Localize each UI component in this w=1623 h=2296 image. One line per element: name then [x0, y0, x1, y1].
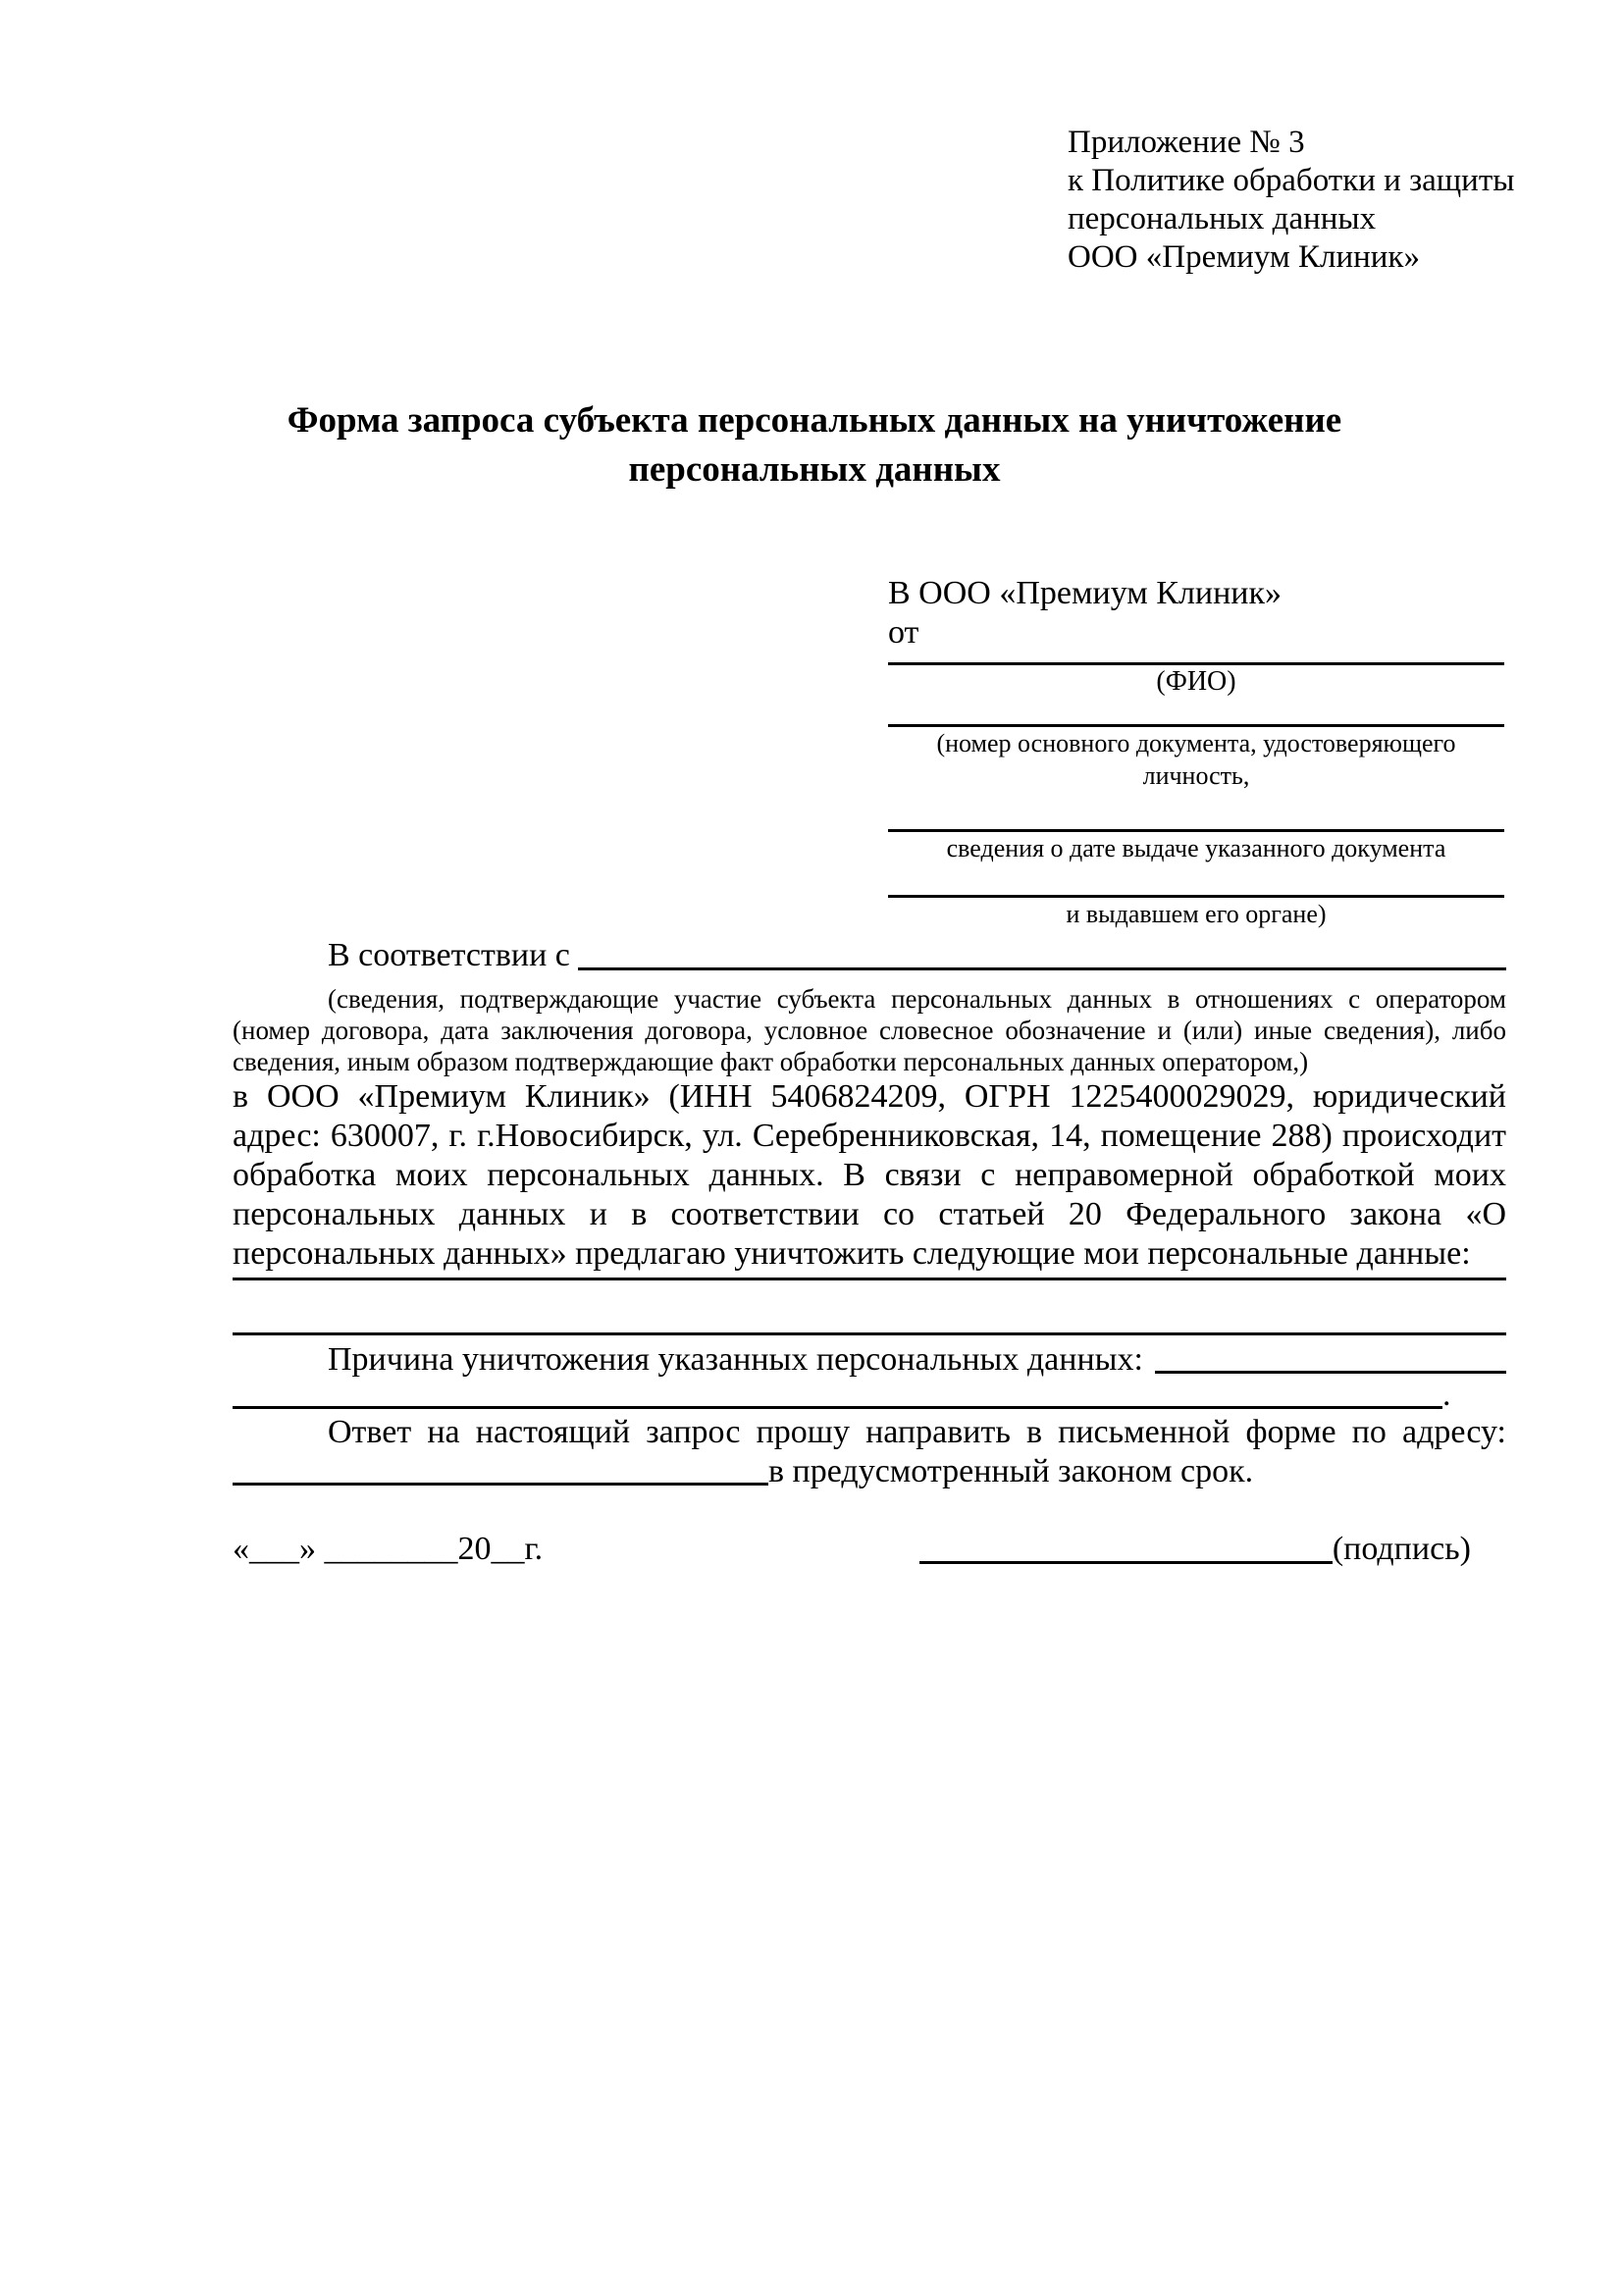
- signature-group: [919, 1529, 1471, 1570]
- address-blank-line: [233, 1452, 768, 1486]
- reason-continuation-row: [233, 1376, 1506, 1415]
- reason-gap: [1143, 1340, 1155, 1380]
- date-blank-text: «___» ________20__г.: [233, 1531, 544, 1567]
- accordance-row: [233, 935, 1506, 976]
- reason-continuation-blank-line: [233, 1376, 1442, 1409]
- body-paragraph: в ООО «Премиум Клиник» (ИНН 5406824209, ОГРН 1225400029029, юридический адрес: 630007, г. г.Новосибирск, ул. Серебренниковская, 14, помещение 288) происходит обработка моих персональных данных. В связи с неправомерной обработкой моих персональных данных и в соответствии со статьей 20 Федерального закона «О персональных данных» предлагаю уничтожить следующие мои персональные данные:: [233, 1078, 1506, 1272]
- addressee-block: [888, 574, 1504, 930]
- document-title-line1: Форма запроса субъекта персональных данных на уничтожение: [287, 400, 1342, 441]
- appendix-line: к Политике обработки и защиты: [1068, 163, 1515, 198]
- document-number-blank-line: [888, 699, 1504, 727]
- response-request-line: Ответ на настоящий запрос прошу направить в письменной форме по адресу:: [328, 1414, 1506, 1450]
- document-title: [157, 396, 1472, 495]
- appendix-line: ООО «Премиум Клиник»: [1068, 239, 1420, 275]
- footer-row: [233, 1529, 1506, 1570]
- appendix-line: Приложение № 3: [1068, 125, 1305, 160]
- signature-blank-line: [919, 1529, 1333, 1564]
- issuing-authority-blank-line: [888, 864, 1504, 898]
- personal-data-blank-line-1: [233, 1278, 1506, 1280]
- document-title-line2: персональных данных: [628, 449, 1001, 490]
- addressee-from-label: от: [888, 614, 919, 651]
- period-mark: .: [1442, 1377, 1451, 1413]
- addressee-to: В ООО «Премиум Клиник»: [888, 575, 1283, 611]
- signature-caption: (подпись): [1332, 1531, 1471, 1567]
- fio-caption: (ФИО): [1156, 666, 1236, 697]
- appendix-line: персональных данных: [1068, 201, 1377, 236]
- reason-label: Причина уничтожения указанных персональных данных:: [328, 1341, 1143, 1378]
- appendix-reference: [1068, 124, 1514, 277]
- response-address-row: [233, 1452, 1506, 1491]
- accordance-blank-line: [578, 935, 1506, 970]
- reason-blank-line: [1155, 1340, 1506, 1374]
- response-deadline-text: в предусмотренный законом срок.: [768, 1453, 1254, 1489]
- document-number-caption: (номер основного документа, удостоверяющего личность,: [936, 729, 1456, 790]
- issue-date-caption: сведения о дате выдаче указанного документа: [946, 834, 1446, 862]
- personal-data-blank-line-2: [233, 1332, 1506, 1335]
- reason-row: [233, 1340, 1506, 1380]
- fio-blank-line: [888, 652, 1504, 665]
- issuing-authority-caption: и выдавшем его органе): [1066, 900, 1327, 928]
- issue-date-blank-line: [888, 792, 1504, 832]
- explanatory-note: (сведения, подтверждающие участие субъекта персональных данных в отношениях с оператором (номер договора, дата заключения договора, условное словесное обозначение и (или) иные сведения), либо сведения, иным образом подтверждающие факт обработки персональных данных оператором,): [233, 984, 1506, 1076]
- accordance-label: В соответствии с: [328, 937, 579, 973]
